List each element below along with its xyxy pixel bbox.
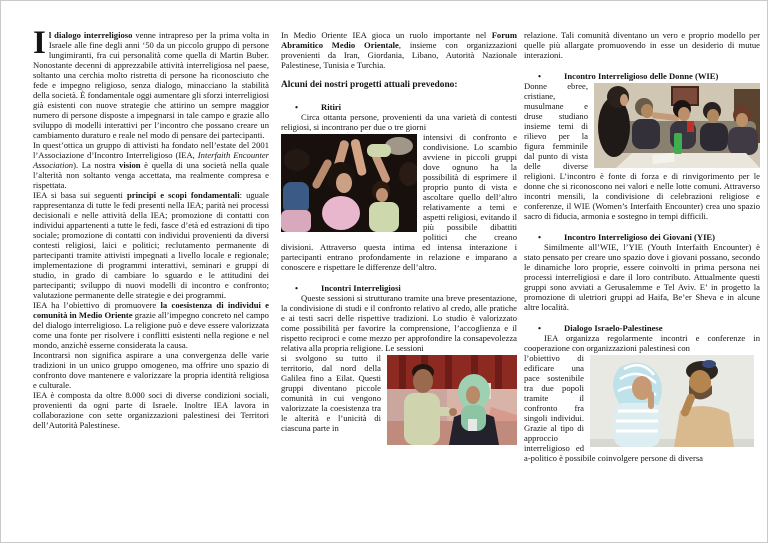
bullet-marker: • xyxy=(295,102,299,112)
photo-retreat-children xyxy=(281,134,417,232)
body-text: In Medio Oriente IEA gioca un ruolo importante nel xyxy=(281,30,492,40)
body-text: , insieme con organizzazioni provenienti da Iran, Giordania, Libano, Autorità Nazionale Palestinese, Tunisia e Turchia. xyxy=(281,40,517,70)
section-title-yie xyxy=(524,232,760,242)
body-text: si svolgono su tutto il territorio, dal nord della Galilea fino a Eilat. Questi gruppi diventano piccole comunità in cui vengono valorizzate la coesistenza tra le alterità e l’unicità di ciascuna parte in xyxy=(281,353,381,433)
column-2 xyxy=(281,30,517,447)
paragraph-principles xyxy=(33,190,269,300)
body-text: è quella di una società nella quale l’alterità non soltanto venga accettata, ma realmente compresa e rispettata. xyxy=(33,160,269,190)
body-text: : uguale rappresentanza di tutte le fedi presenti nella IEA; parità nei processi decisionali e nelle attività della IEA; promozione di contatti con individui appartenenti a tutte le fedi, fasce d’età ed estrazioni di tipo sociale; promozione di contatti con individui provenienti da diversi contesti religiosi, laici e politici; reclutamento permanente di partecipanti tramite attivisti impegnati a livello locale e regionale; implementazione di programmi interattivi, seminari e gruppi di studio, in grado di cambiare lo sguardo e le attitudini dei partecipanti; sviluppo di nuovi modelli di incontro e confronto; valutazione permanente delle strategie e dei programmi. xyxy=(33,190,269,300)
paragraph-dialogo-lead: IEA organizza regolarmente incontri e conferenze in cooperazione con organizzazioni palestinesi con xyxy=(524,333,760,353)
body-text: Donne ebree, cristiane, musulmane e druse studiano insieme temi di rilievo per la figura femminile dal punto di vista delle diverse religioni. L’incontro è fonte di forza e di rinvigorimento per le donne che si riconoscono nei valori e nelle lotte comuni. Attraverso incontri mensili, la condivisione di celebrazioni religiose e conferenze, il WIE (Women’s Interfaith Encounter) crea uno spazio sacro di fiducia, armonia e sostegno in tempi difficili. xyxy=(524,81,760,221)
column-1 xyxy=(33,25,269,430)
bold-lead: l dialogo interreligioso xyxy=(48,30,133,40)
section-ritiri xyxy=(281,102,517,272)
section-wie xyxy=(524,71,760,221)
paragraph-wie-body xyxy=(524,81,760,221)
projects-heading: Alcuni dei nostri progetti attuali prevedono: xyxy=(281,80,458,90)
bold-text: la coesistenza di individui e comunità in Medio Oriente xyxy=(33,300,269,320)
bold-text: Forum Abramitico Medio Orientale xyxy=(281,30,517,50)
paragraph-dialogo-body xyxy=(524,353,760,463)
section-title-text: Dialogo Israelo-Palestinese xyxy=(564,323,663,333)
bullet-marker: • xyxy=(295,283,299,293)
photo-dialogue-pair xyxy=(590,355,754,447)
body-text: grazie all’impegno concreto nel campo del dialogo interreligioso. La religione può e deve essere valorizzata come una fonte per risolvere i conflitti esistenti nella regione e nel mondo, anzichè esserne considerata la causa. xyxy=(33,310,269,350)
body-text: venne intrapreso per la prima volta in Israele alle fine degli anni ‘50 da un piccolo gruppo di persone lungimiranti, fra cui personalità come quella di Martin Buber. Nonostante decenni di apprezzabile attività interreligiosa nel paese, soltanto una cerchia molto ristretta di persone ha riconosciuto che fede e impegno religioso, senza dialogo, minacciano la stabilità della società. È fondamentale oggi aumentare gli sforzi interreligiosi già esistenti con nuove strategie che attirino un sempre maggior numero di persone disposte a impegnarsi in tale campo e grazie allo sviluppo di modelli interattivi per l’incontro che possano creare un cambiamento duraturo e reale nel modo di pensare dei partecipanti. xyxy=(33,30,269,140)
photo-women-meeting xyxy=(594,83,760,168)
body-text: intensivi di confronto e condivisione. Lo scambio avviene in piccoli gruppi dove ognuno ha la possibilità di esprimere il proprio punto di vista e ascoltare quello dell’altro relativamente a temi e aspetti religiosi, evitando il più possibile dibattiti politici che creano divisioni. Attraverso questa intima ed intensa interazione i partecipanti entrano profondamente in relazione e imparano a conoscere e rispettare le differenze dell’altro. xyxy=(281,132,517,272)
section-incontri xyxy=(281,283,517,447)
section-title-incontri xyxy=(281,283,517,293)
body-text: l’obiettivo di edificare una pace sostenibile tra due popoli tramite il confronto fra singoli individui. Grazie al tipo di approccio interreligioso ed a-politico è possibile coinvolgere persone di diversa xyxy=(524,353,703,463)
section-title-text: Incontro Interreligioso delle Donne (WIE) xyxy=(564,71,719,81)
column-3 xyxy=(524,30,760,463)
body-text: IEA si basa sui seguenti xyxy=(33,190,128,200)
paragraph-members: IEA è composta da oltre 8.000 soci di diverse condizioni sociali, provenienti da ogni parte di Israele. Inoltre IEA lavora in collaborazione con sette organizzazioni palestinesi dei Territori dell’Autorità Palestinese. xyxy=(33,390,269,430)
bullet-marker: • xyxy=(538,323,542,333)
section-title-wie xyxy=(524,71,760,81)
section-title-text: Incontri Interreligiosi xyxy=(321,283,401,293)
bullet-marker: • xyxy=(538,71,542,81)
paragraph-intro xyxy=(33,25,269,140)
body-text: IEA ha l’obiettivo di promuovere xyxy=(33,300,161,310)
paragraph-forum xyxy=(281,30,517,70)
paragraph-meeting: Incontrarsi non significa aspirare a una convergenza delle varie tradizioni in un unico gruppo omogeneo, ma offrire uno spazio di confronto dove mantenere e valorizzare la propria identità religiosa e culturale. xyxy=(33,350,269,390)
paragraph-ritiri-body xyxy=(281,132,517,272)
section-title-dialogo xyxy=(524,323,760,333)
paragraph-continuation: relazione. Tali comunità diventano un vero e proprio modello per quelle più allargate promuovendo in esse un desiderio di mutue interazioni. xyxy=(524,30,760,60)
section-title-ritiri xyxy=(281,102,517,112)
paragraph-founding xyxy=(33,140,269,190)
section-yie xyxy=(524,232,760,312)
bold-text: principi e scopi fondamentali xyxy=(127,190,240,200)
drop-cap: I xyxy=(33,25,46,61)
paragraph-incontri-body xyxy=(281,353,517,447)
section-dialogo xyxy=(524,323,760,463)
paragraph-incontri-lead: Queste sessioni si strutturano tramite una breve presentazione, la condivisione di studi e il confronto relativo al credo, alle pratiche e ai testi sacri delle rispettive tradizioni. Lo studio è valorizzato come possibilità per favorire la comprensione, l’accoglienza e il rispetto reciproci e come mezzo per approfondire la consapevolezza relativa alla propria religione. Le sessioni xyxy=(281,293,517,353)
paragraph-yie-body: Similmente all’WIE, l’YIE (Youth Interfaith Encounter) è stato pensato per creare uno spazio dove i giovani possano, secondo le dinamiche loro proprie, essere coinvolti in prima persona nei processi interreligiosi e dare il loro contributo. Attualmente questi gruppi sono avviati a Gerusalemme e Tel Aviv. E’ in progetto la promozione di uletriori gruppi ad Haifa, Be’er Sheva e in alcune altre località. xyxy=(524,242,760,312)
bold-text: vision xyxy=(119,160,141,170)
body-text: ). La nostra xyxy=(73,160,120,170)
section-title-text: Incontro Interreligioso dei Giovani (YIE) xyxy=(564,232,716,242)
paragraph-ritiri-lead: Circa ottanta persone, provenienti da una varietà di contesti religiosi, si incontrano per due o tre giorni xyxy=(281,112,517,132)
italic-text: Interfaith Encounter Association xyxy=(33,150,269,170)
bullet-marker: • xyxy=(538,232,542,242)
photo-study-session xyxy=(387,355,517,445)
section-title-text: Ritiri xyxy=(321,102,342,112)
body-text: In quest’ottica un gruppo di attivisti ha fondato nell’estate del 2001 l’Associazione d’Incontro Interreligioso (IEA, xyxy=(33,140,269,160)
paragraph-objective xyxy=(33,300,269,350)
